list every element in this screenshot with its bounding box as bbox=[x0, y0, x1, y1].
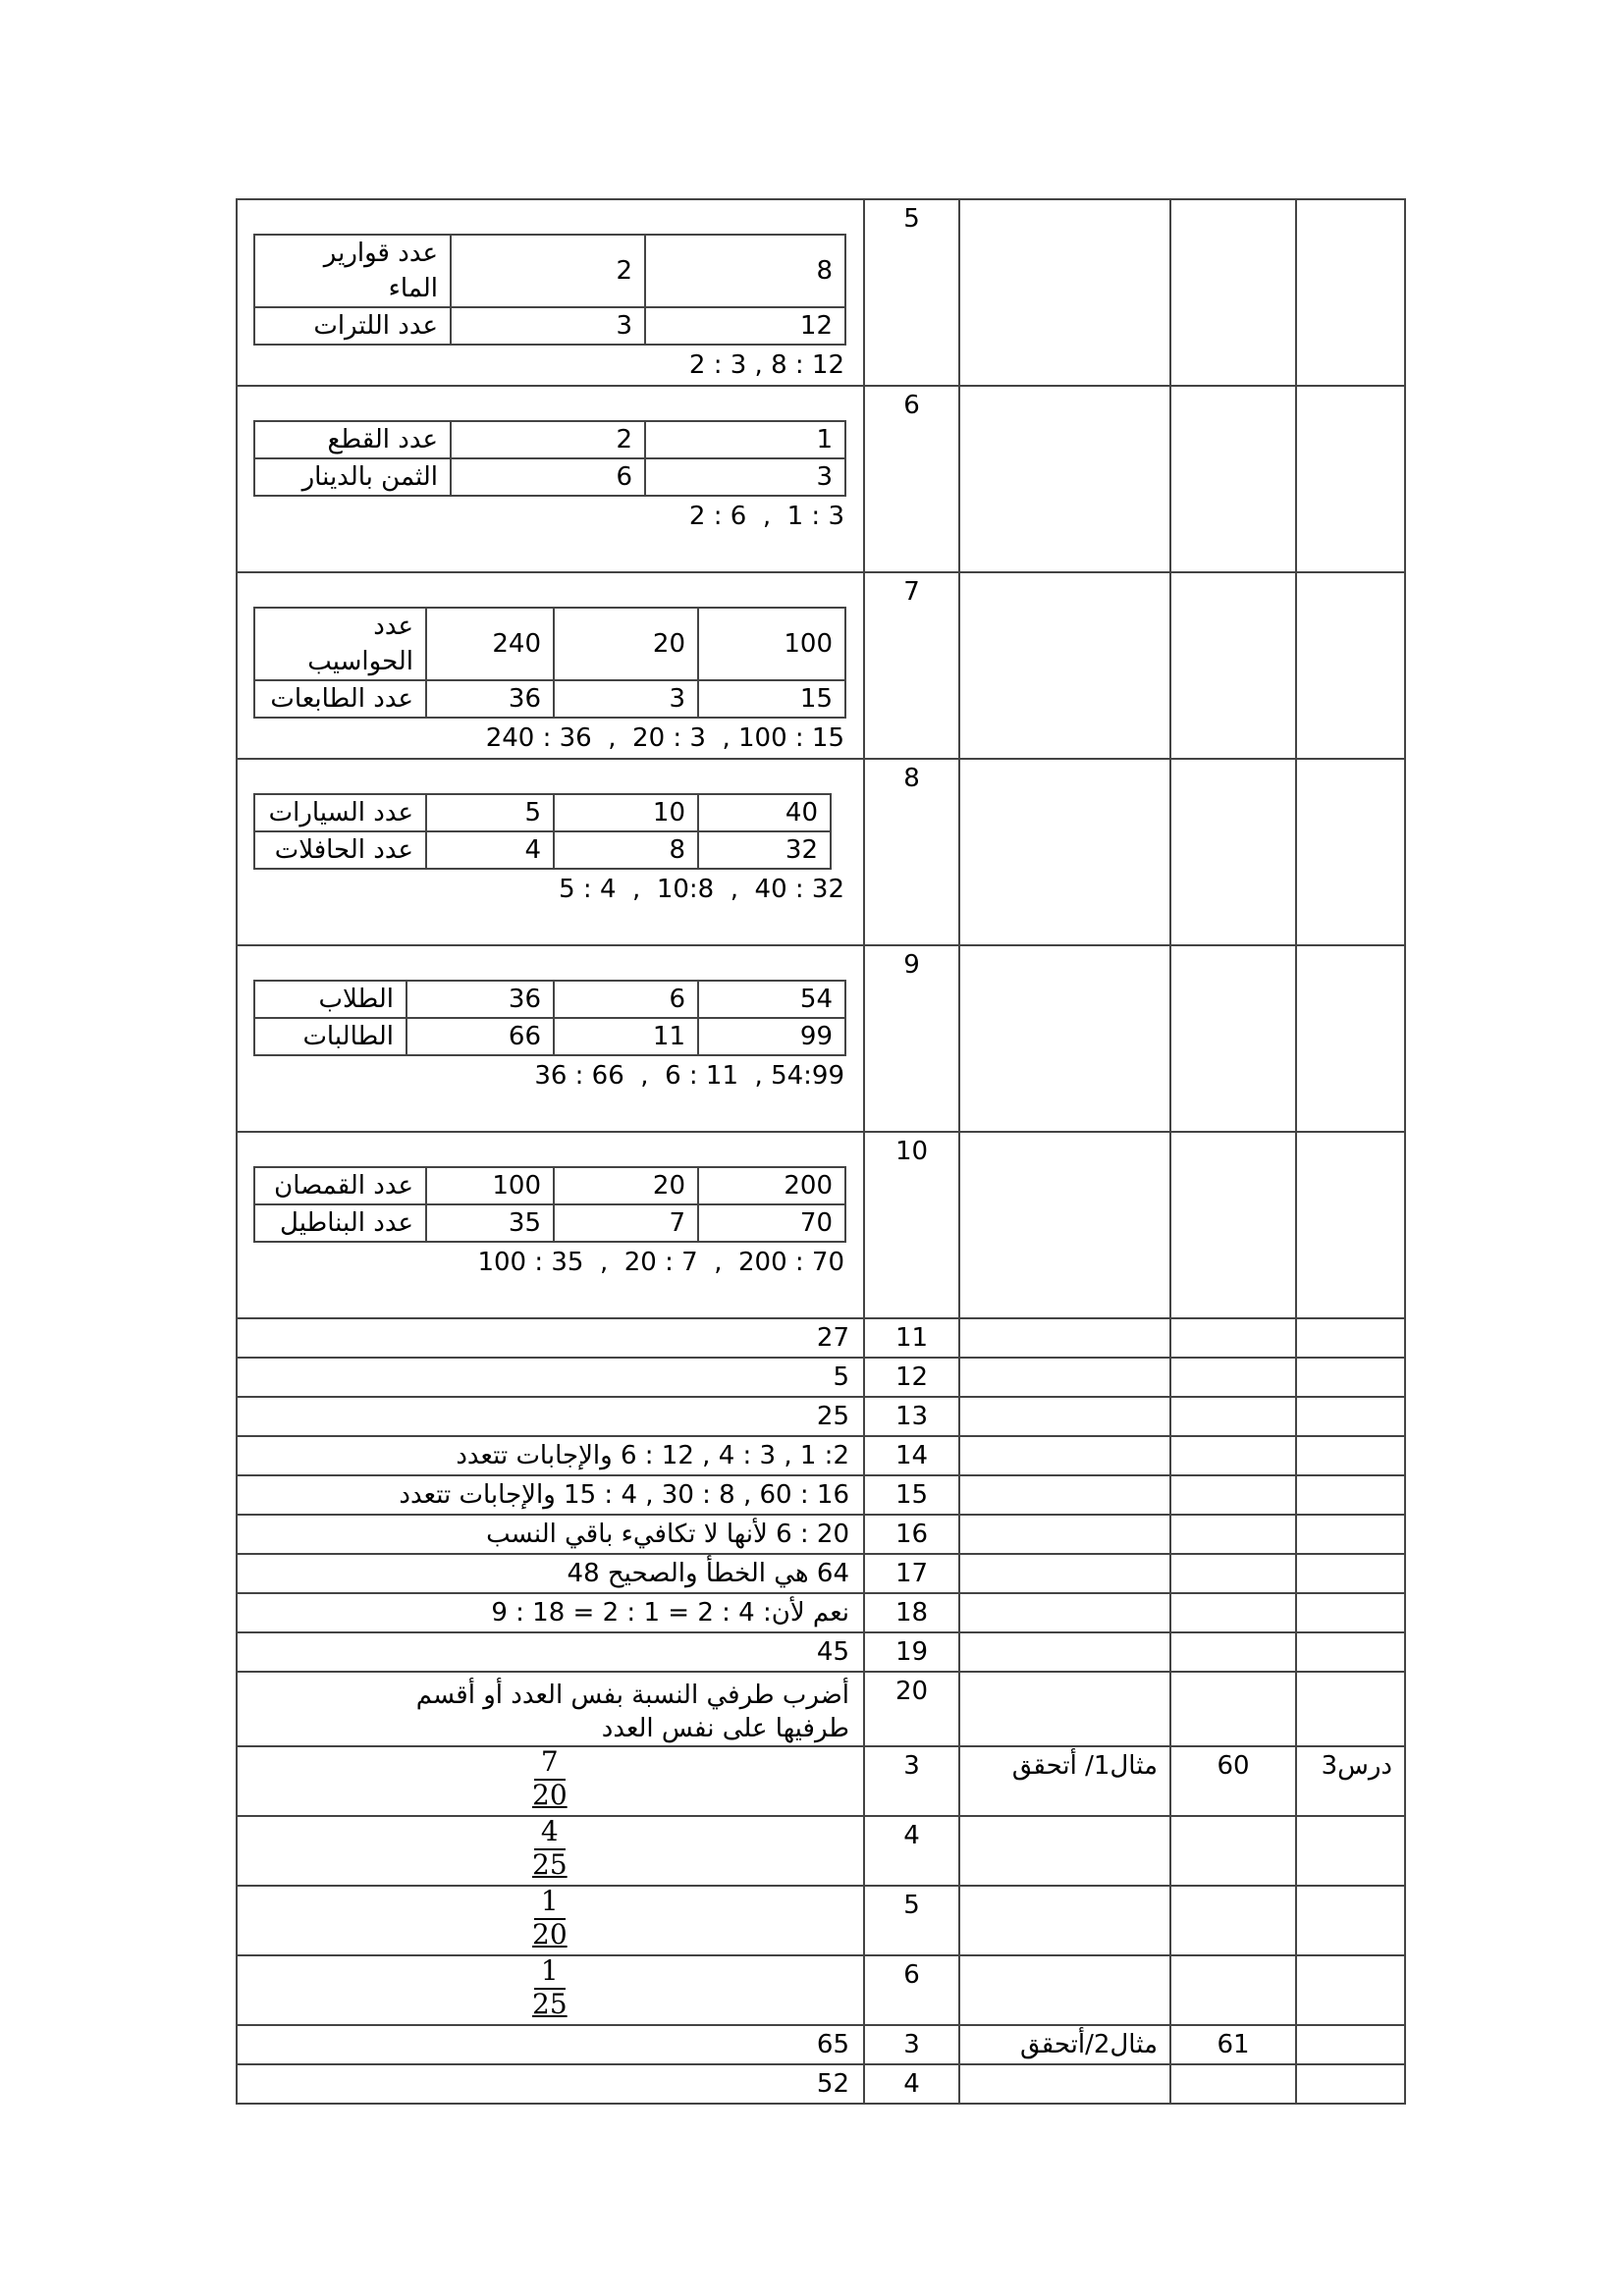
empty-cell bbox=[959, 1554, 1170, 1593]
answer-cell bbox=[237, 199, 864, 386]
ratio-answer: 2 : 3 , 8 : 12 bbox=[688, 350, 844, 380]
table-row bbox=[237, 572, 1405, 759]
question-number: 19 bbox=[864, 1632, 959, 1672]
ratio-value: 200 bbox=[698, 1167, 845, 1204]
ratio-answer: 36 : 66 , 6 : 11 , 54:99 bbox=[534, 1061, 844, 1091]
ratio-value: 7 bbox=[554, 1204, 698, 1242]
row-label: عدد اللترات bbox=[254, 307, 451, 345]
answer-cell bbox=[237, 1816, 864, 1886]
ratio-value: 20 bbox=[554, 608, 698, 680]
answer-cell: 5 bbox=[237, 1358, 864, 1397]
ratio-value: 8 bbox=[554, 831, 698, 869]
table-row bbox=[237, 1475, 1405, 1515]
empty-cell bbox=[1296, 1554, 1405, 1593]
empty-cell bbox=[1170, 1397, 1296, 1436]
question-number: 6 bbox=[864, 386, 959, 572]
empty-cell bbox=[1170, 945, 1296, 1132]
answer-key-table bbox=[236, 198, 1406, 2105]
answer-cell bbox=[237, 386, 864, 572]
row-label: عدد الحواسيب bbox=[254, 608, 426, 680]
ratio-value: 8 bbox=[645, 235, 845, 307]
table-row bbox=[237, 2025, 1405, 2064]
table-row bbox=[237, 1672, 1405, 1746]
question-number: 9 bbox=[864, 945, 959, 1132]
lesson-label: درس3 bbox=[1296, 1746, 1405, 1816]
row-label: الطالبات bbox=[254, 1018, 406, 1055]
denominator: 20 bbox=[532, 1779, 568, 1811]
empty-cell bbox=[1296, 1475, 1405, 1515]
table-row bbox=[237, 2064, 1405, 2104]
ratio-value: 32 bbox=[698, 831, 831, 869]
ratio-value: 11 bbox=[554, 1018, 698, 1055]
empty-cell bbox=[1296, 1515, 1405, 1554]
ratio-value: 54 bbox=[698, 981, 845, 1018]
ratio-table-row bbox=[254, 458, 845, 496]
ratio-table-row bbox=[254, 794, 831, 831]
ratio-value: 3 bbox=[554, 680, 698, 718]
ratio-value: 66 bbox=[406, 1018, 554, 1055]
empty-cell bbox=[959, 945, 1170, 1132]
ratio-table-row bbox=[254, 1167, 845, 1204]
denominator: 25 bbox=[532, 1988, 568, 2020]
empty-cell bbox=[959, 1515, 1170, 1554]
row-label: عدد البناطيل bbox=[254, 1204, 426, 1242]
page-number: 60 bbox=[1170, 1746, 1296, 1816]
table-row bbox=[237, 1632, 1405, 1672]
ratio-value: 100 bbox=[426, 1167, 554, 1204]
ratio-answer: 5 : 4 , 10:8 , 40 : 32 bbox=[559, 875, 844, 904]
empty-cell bbox=[1296, 759, 1405, 945]
empty-cell bbox=[1170, 386, 1296, 572]
answer-cell bbox=[237, 759, 864, 945]
ratio-table-row bbox=[254, 307, 845, 345]
answer-cell bbox=[237, 1886, 864, 1955]
question-number: 18 bbox=[864, 1593, 959, 1632]
question-number: 20 bbox=[864, 1672, 959, 1746]
question-number: 4 bbox=[864, 1816, 959, 1886]
example-label: مثال2/أتحقق bbox=[959, 2025, 1170, 2064]
table-row bbox=[237, 1515, 1405, 1554]
empty-cell bbox=[959, 2064, 1170, 2104]
ratio-table bbox=[253, 980, 846, 1056]
answer-cell bbox=[237, 572, 864, 759]
question-number: 14 bbox=[864, 1436, 959, 1475]
empty-cell bbox=[1296, 1816, 1405, 1886]
ratio-value: 240 bbox=[426, 608, 554, 680]
question-number: 8 bbox=[864, 759, 959, 945]
fraction bbox=[532, 1956, 568, 2019]
empty-cell bbox=[1296, 199, 1405, 386]
question-number: 5 bbox=[864, 1886, 959, 1955]
ratio-table bbox=[253, 420, 846, 497]
empty-cell bbox=[1296, 572, 1405, 759]
ratio-table-row bbox=[254, 421, 845, 458]
question-number: 7 bbox=[864, 572, 959, 759]
question-number: 15 bbox=[864, 1475, 959, 1515]
empty-cell bbox=[1296, 1358, 1405, 1397]
ratio-value: 36 bbox=[426, 680, 554, 718]
answer-cell: 27 bbox=[237, 1318, 864, 1358]
empty-cell bbox=[1170, 1436, 1296, 1475]
empty-cell bbox=[1170, 1672, 1296, 1746]
answer-cell: 16 : 60 , 8 : 30 , 4 : 15 والإجابات تتعدد bbox=[237, 1475, 864, 1515]
empty-cell bbox=[1296, 2064, 1405, 2104]
empty-cell bbox=[959, 1632, 1170, 1672]
empty-cell bbox=[1170, 1554, 1296, 1593]
answer-cell bbox=[237, 945, 864, 1132]
row-label: عدد القطع bbox=[254, 421, 451, 458]
question-number: 17 bbox=[864, 1554, 959, 1593]
answer-cell bbox=[237, 1955, 864, 2025]
empty-cell bbox=[1170, 1955, 1296, 2025]
numerator: 7 bbox=[540, 1745, 559, 1778]
ratio-table-row bbox=[254, 1018, 845, 1055]
row-label: الثمن بالدينار bbox=[254, 458, 451, 496]
ratio-table-row bbox=[254, 608, 845, 680]
empty-cell bbox=[1170, 1132, 1296, 1318]
ratio-value: 3 bbox=[451, 307, 645, 345]
numerator: 1 bbox=[540, 1954, 559, 1987]
ratio-value: 15 bbox=[698, 680, 845, 718]
empty-cell bbox=[1296, 1955, 1405, 2025]
row-label: عدد قوارير الماء bbox=[254, 235, 451, 307]
question-number: 11 bbox=[864, 1318, 959, 1358]
empty-cell bbox=[1170, 759, 1296, 945]
empty-cell bbox=[959, 572, 1170, 759]
row-label: عدد السيارات bbox=[254, 794, 426, 831]
empty-cell bbox=[1170, 1358, 1296, 1397]
table-row bbox=[237, 1132, 1405, 1318]
denominator: 20 bbox=[532, 1918, 568, 1950]
ratio-table-row bbox=[254, 831, 831, 869]
empty-cell bbox=[959, 386, 1170, 572]
question-number: 10 bbox=[864, 1132, 959, 1318]
empty-cell bbox=[1296, 1886, 1405, 1955]
ratio-value: 6 bbox=[451, 458, 645, 496]
answer-cell: 64 هي الخطأ والصحيح 48 bbox=[237, 1554, 864, 1593]
ratio-answer: 100 : 35 , 20 : 7 , 200 : 70 bbox=[477, 1248, 844, 1277]
question-number: 16 bbox=[864, 1515, 959, 1554]
empty-cell bbox=[959, 1318, 1170, 1358]
table-row bbox=[237, 386, 1405, 572]
table-row bbox=[237, 759, 1405, 945]
fraction bbox=[532, 1817, 568, 1880]
empty-cell bbox=[1170, 1515, 1296, 1554]
empty-cell bbox=[959, 1672, 1170, 1746]
table-row bbox=[237, 1358, 1405, 1397]
empty-cell bbox=[1170, 199, 1296, 386]
row-label: عدد القمصان bbox=[254, 1167, 426, 1204]
ratio-value: 100 bbox=[698, 608, 845, 680]
row-label: الطلاب bbox=[254, 981, 406, 1018]
answer-cell: 52 bbox=[237, 2064, 864, 2104]
question-number: 12 bbox=[864, 1358, 959, 1397]
answer-cell: 2: 1 , 3 : 4 , 12 : 6 والإجابات تتعدد bbox=[237, 1436, 864, 1475]
question-number: 3 bbox=[864, 2025, 959, 2064]
empty-cell bbox=[959, 1886, 1170, 1955]
ratio-value: 20 bbox=[554, 1167, 698, 1204]
ratio-table-row bbox=[254, 235, 845, 307]
empty-cell bbox=[959, 759, 1170, 945]
empty-cell bbox=[1170, 1632, 1296, 1672]
answer-cell: أضرب طرفي النسبة بفس العدد أو أقسم طرفيها على نفس العدد bbox=[237, 1672, 864, 1746]
table-row bbox=[237, 1397, 1405, 1436]
table-row bbox=[237, 199, 1405, 386]
ratio-value: 2 bbox=[451, 421, 645, 458]
empty-cell bbox=[959, 199, 1170, 386]
empty-cell bbox=[1296, 1672, 1405, 1746]
table-row bbox=[237, 1436, 1405, 1475]
denominator: 25 bbox=[532, 1848, 568, 1881]
empty-cell bbox=[959, 1397, 1170, 1436]
empty-cell bbox=[1296, 1632, 1405, 1672]
fraction bbox=[532, 1747, 568, 1810]
table-row bbox=[237, 1554, 1405, 1593]
ratio-value: 40 bbox=[698, 794, 831, 831]
question-number: 13 bbox=[864, 1397, 959, 1436]
question-number: 5 bbox=[864, 199, 959, 386]
ratio-answer: 240 : 36 , 20 : 3 , 100 : 15 bbox=[485, 723, 844, 753]
table-row bbox=[237, 1593, 1405, 1632]
answer-cell bbox=[237, 1746, 864, 1816]
ratio-table bbox=[253, 1166, 846, 1243]
row-label: عدد الحافلات bbox=[254, 831, 426, 869]
ratio-value: 99 bbox=[698, 1018, 845, 1055]
ratio-table bbox=[253, 793, 832, 870]
ratio-value: 2 bbox=[451, 235, 645, 307]
empty-cell bbox=[959, 1955, 1170, 2025]
ratio-value: 1 bbox=[645, 421, 845, 458]
table-row bbox=[237, 1816, 1405, 1886]
row-label: عدد الطابعات bbox=[254, 680, 426, 718]
table-row bbox=[237, 1318, 1405, 1358]
empty-cell bbox=[1296, 1593, 1405, 1632]
table-row bbox=[237, 945, 1405, 1132]
answer-cell: 65 bbox=[237, 2025, 864, 2064]
page-number: 61 bbox=[1170, 2025, 1296, 2064]
ratio-value: 5 bbox=[426, 794, 554, 831]
ratio-table bbox=[253, 234, 846, 346]
ratio-table bbox=[253, 607, 846, 719]
question-number: 6 bbox=[864, 1955, 959, 2025]
numerator: 4 bbox=[540, 1815, 559, 1847]
empty-cell bbox=[1296, 2025, 1405, 2064]
ratio-value: 35 bbox=[426, 1204, 554, 1242]
answer-cell: 20 : 6 لأنها لا تكافيء باقي النسب bbox=[237, 1515, 864, 1554]
question-number: 4 bbox=[864, 2064, 959, 2104]
empty-cell bbox=[1296, 1436, 1405, 1475]
empty-cell bbox=[959, 1436, 1170, 1475]
empty-cell bbox=[1296, 1397, 1405, 1436]
answer-cell: 45 bbox=[237, 1632, 864, 1672]
empty-cell bbox=[1296, 1132, 1405, 1318]
empty-cell bbox=[1170, 2064, 1296, 2104]
numerator: 1 bbox=[540, 1885, 559, 1917]
ratio-value: 3 bbox=[645, 458, 845, 496]
empty-cell bbox=[1170, 1318, 1296, 1358]
ratio-value: 36 bbox=[406, 981, 554, 1018]
example-label: مثال1/ أتحقق bbox=[959, 1746, 1170, 1816]
empty-cell bbox=[1170, 572, 1296, 759]
ratio-value: 4 bbox=[426, 831, 554, 869]
answer-cell: 25 bbox=[237, 1397, 864, 1436]
ratio-table-row bbox=[254, 680, 845, 718]
empty-cell bbox=[1296, 1318, 1405, 1358]
ratio-value: 6 bbox=[554, 981, 698, 1018]
ratio-table-row bbox=[254, 981, 845, 1018]
table-row bbox=[237, 1886, 1405, 1955]
empty-cell bbox=[1170, 1593, 1296, 1632]
table-row bbox=[237, 1746, 1405, 1816]
empty-cell bbox=[1296, 945, 1405, 1132]
ratio-table-row bbox=[254, 1204, 845, 1242]
table-row bbox=[237, 1955, 1405, 2025]
empty-cell bbox=[959, 1593, 1170, 1632]
empty-cell bbox=[1170, 1886, 1296, 1955]
empty-cell bbox=[1170, 1475, 1296, 1515]
empty-cell bbox=[1296, 386, 1405, 572]
empty-cell bbox=[959, 1132, 1170, 1318]
ratio-value: 70 bbox=[698, 1204, 845, 1242]
question-number: 3 bbox=[864, 1746, 959, 1816]
ratio-value: 12 bbox=[645, 307, 845, 345]
answer-cell: نعم لأن: 4 : 2 = 1 : 2 = 18 : 9 bbox=[237, 1593, 864, 1632]
empty-cell bbox=[959, 1816, 1170, 1886]
empty-cell bbox=[1170, 1816, 1296, 1886]
answer-cell bbox=[237, 1132, 864, 1318]
empty-cell bbox=[959, 1475, 1170, 1515]
ratio-answer: 2 : 6 , 1 : 3 bbox=[688, 502, 844, 531]
empty-cell bbox=[959, 1358, 1170, 1397]
fraction bbox=[532, 1887, 568, 1949]
ratio-value: 10 bbox=[554, 794, 698, 831]
